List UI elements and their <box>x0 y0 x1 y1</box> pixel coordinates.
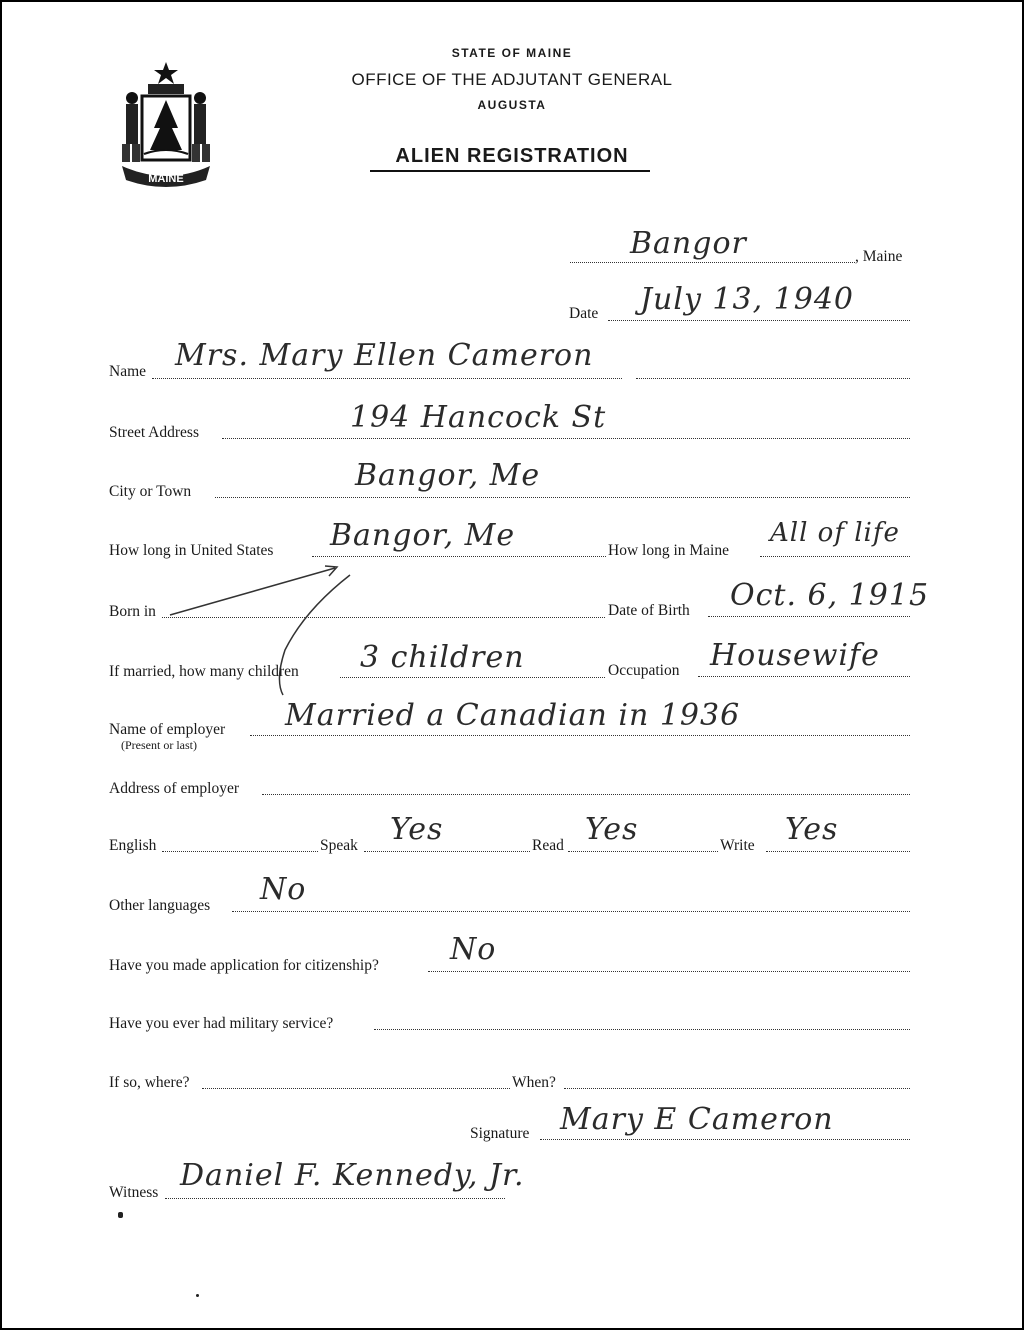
witness-label: Witness <box>109 1184 159 1201</box>
witness-line <box>165 1198 505 1199</box>
how-long-maine-label: How long in Maine <box>608 542 729 559</box>
how-long-maine-value[interactable]: All of life <box>770 518 900 548</box>
read-line <box>568 851 718 852</box>
ink-speck <box>196 1294 199 1297</box>
employer-label: Name of employer <box>109 721 226 738</box>
employer-address-label: Address of employer <box>109 780 239 797</box>
military-label: Have you ever had military service? <box>109 1015 334 1032</box>
children-label: If married, how many children <box>109 663 299 680</box>
date-value[interactable]: July 13, 1940 <box>640 282 855 317</box>
date-label: Date <box>569 305 599 322</box>
name-label: Name <box>109 363 147 380</box>
citizenship-value[interactable]: No <box>450 932 497 967</box>
dob-value[interactable]: Oct. 6, 1915 <box>730 578 930 613</box>
witness-value[interactable]: Daniel F. Kennedy, Jr. <box>180 1158 525 1193</box>
where-label: If so, where? <box>109 1074 190 1091</box>
employer-value[interactable]: Married a Canadian in 1936 <box>285 698 741 733</box>
town-line <box>570 262 855 263</box>
how-long-us-value[interactable]: Bangor, Me <box>330 518 516 553</box>
dob-line <box>708 616 910 617</box>
where-line <box>202 1088 510 1089</box>
speak-label: Speak <box>320 837 358 854</box>
other-languages-line <box>232 911 910 912</box>
signature-value[interactable]: Mary E Cameron <box>560 1102 834 1137</box>
employer-address-line <box>262 794 910 795</box>
street-line <box>222 438 910 439</box>
page-title: ALIEN REGISTRATION <box>395 145 629 167</box>
signature-label: Signature <box>470 1125 530 1142</box>
read-value[interactable]: Yes <box>585 812 639 847</box>
english-label: English <box>109 837 157 854</box>
street-value[interactable]: 194 Hancock St <box>350 400 607 435</box>
employer-sub-label: (Present or last) <box>121 738 197 752</box>
date-line <box>608 320 910 321</box>
speak-value[interactable]: Yes <box>390 812 444 847</box>
header-city: AUGUSTA <box>477 98 547 112</box>
title-underline <box>370 170 650 172</box>
employer-line <box>250 735 910 736</box>
street-label: Street Address <box>109 424 199 441</box>
occupation-label: Occupation <box>608 662 680 679</box>
dob-label: Date of Birth <box>608 602 690 619</box>
write-line <box>766 851 910 852</box>
occupation-value[interactable]: Housewife <box>710 638 880 673</box>
how-long-us-line <box>312 556 606 557</box>
write-label: Write <box>720 837 755 854</box>
read-label: Read <box>532 837 564 854</box>
citizenship-line <box>428 971 910 972</box>
military-line <box>374 1029 910 1030</box>
ink-speck <box>118 1212 123 1218</box>
when-line <box>564 1088 910 1089</box>
how-long-us-label: How long in United States <box>109 542 274 559</box>
how-long-maine-line <box>760 556 910 557</box>
signature-line <box>540 1139 910 1140</box>
name-line-2 <box>636 378 910 379</box>
seal-text: MAINE <box>148 173 184 185</box>
name-line-1 <box>152 378 622 379</box>
name-value[interactable]: Mrs. Mary Ellen Cameron <box>175 338 594 373</box>
write-value[interactable]: Yes <box>785 812 839 847</box>
children-value[interactable]: 3 children <box>360 640 525 675</box>
english-line <box>162 851 318 852</box>
town-value[interactable]: Bangor <box>630 226 747 261</box>
speak-line <box>364 851 530 852</box>
city-value[interactable]: Bangor, Me <box>355 458 541 493</box>
citizenship-label: Have you made application for citizenship? <box>109 957 379 974</box>
occupation-line <box>698 676 910 677</box>
city-label: City or Town <box>109 483 192 500</box>
city-line <box>215 497 910 498</box>
born-in-label: Born in <box>109 603 156 620</box>
other-languages-label: Other languages <box>109 897 211 914</box>
when-label: When? <box>512 1074 556 1091</box>
header-office: OFFICE OF THE ADJUTANT GENERAL <box>351 70 673 89</box>
maine-label: , Maine <box>855 248 903 265</box>
header-state: STATE OF MAINE <box>451 46 573 60</box>
children-line <box>340 677 605 678</box>
other-languages-value[interactable]: No <box>260 872 307 907</box>
